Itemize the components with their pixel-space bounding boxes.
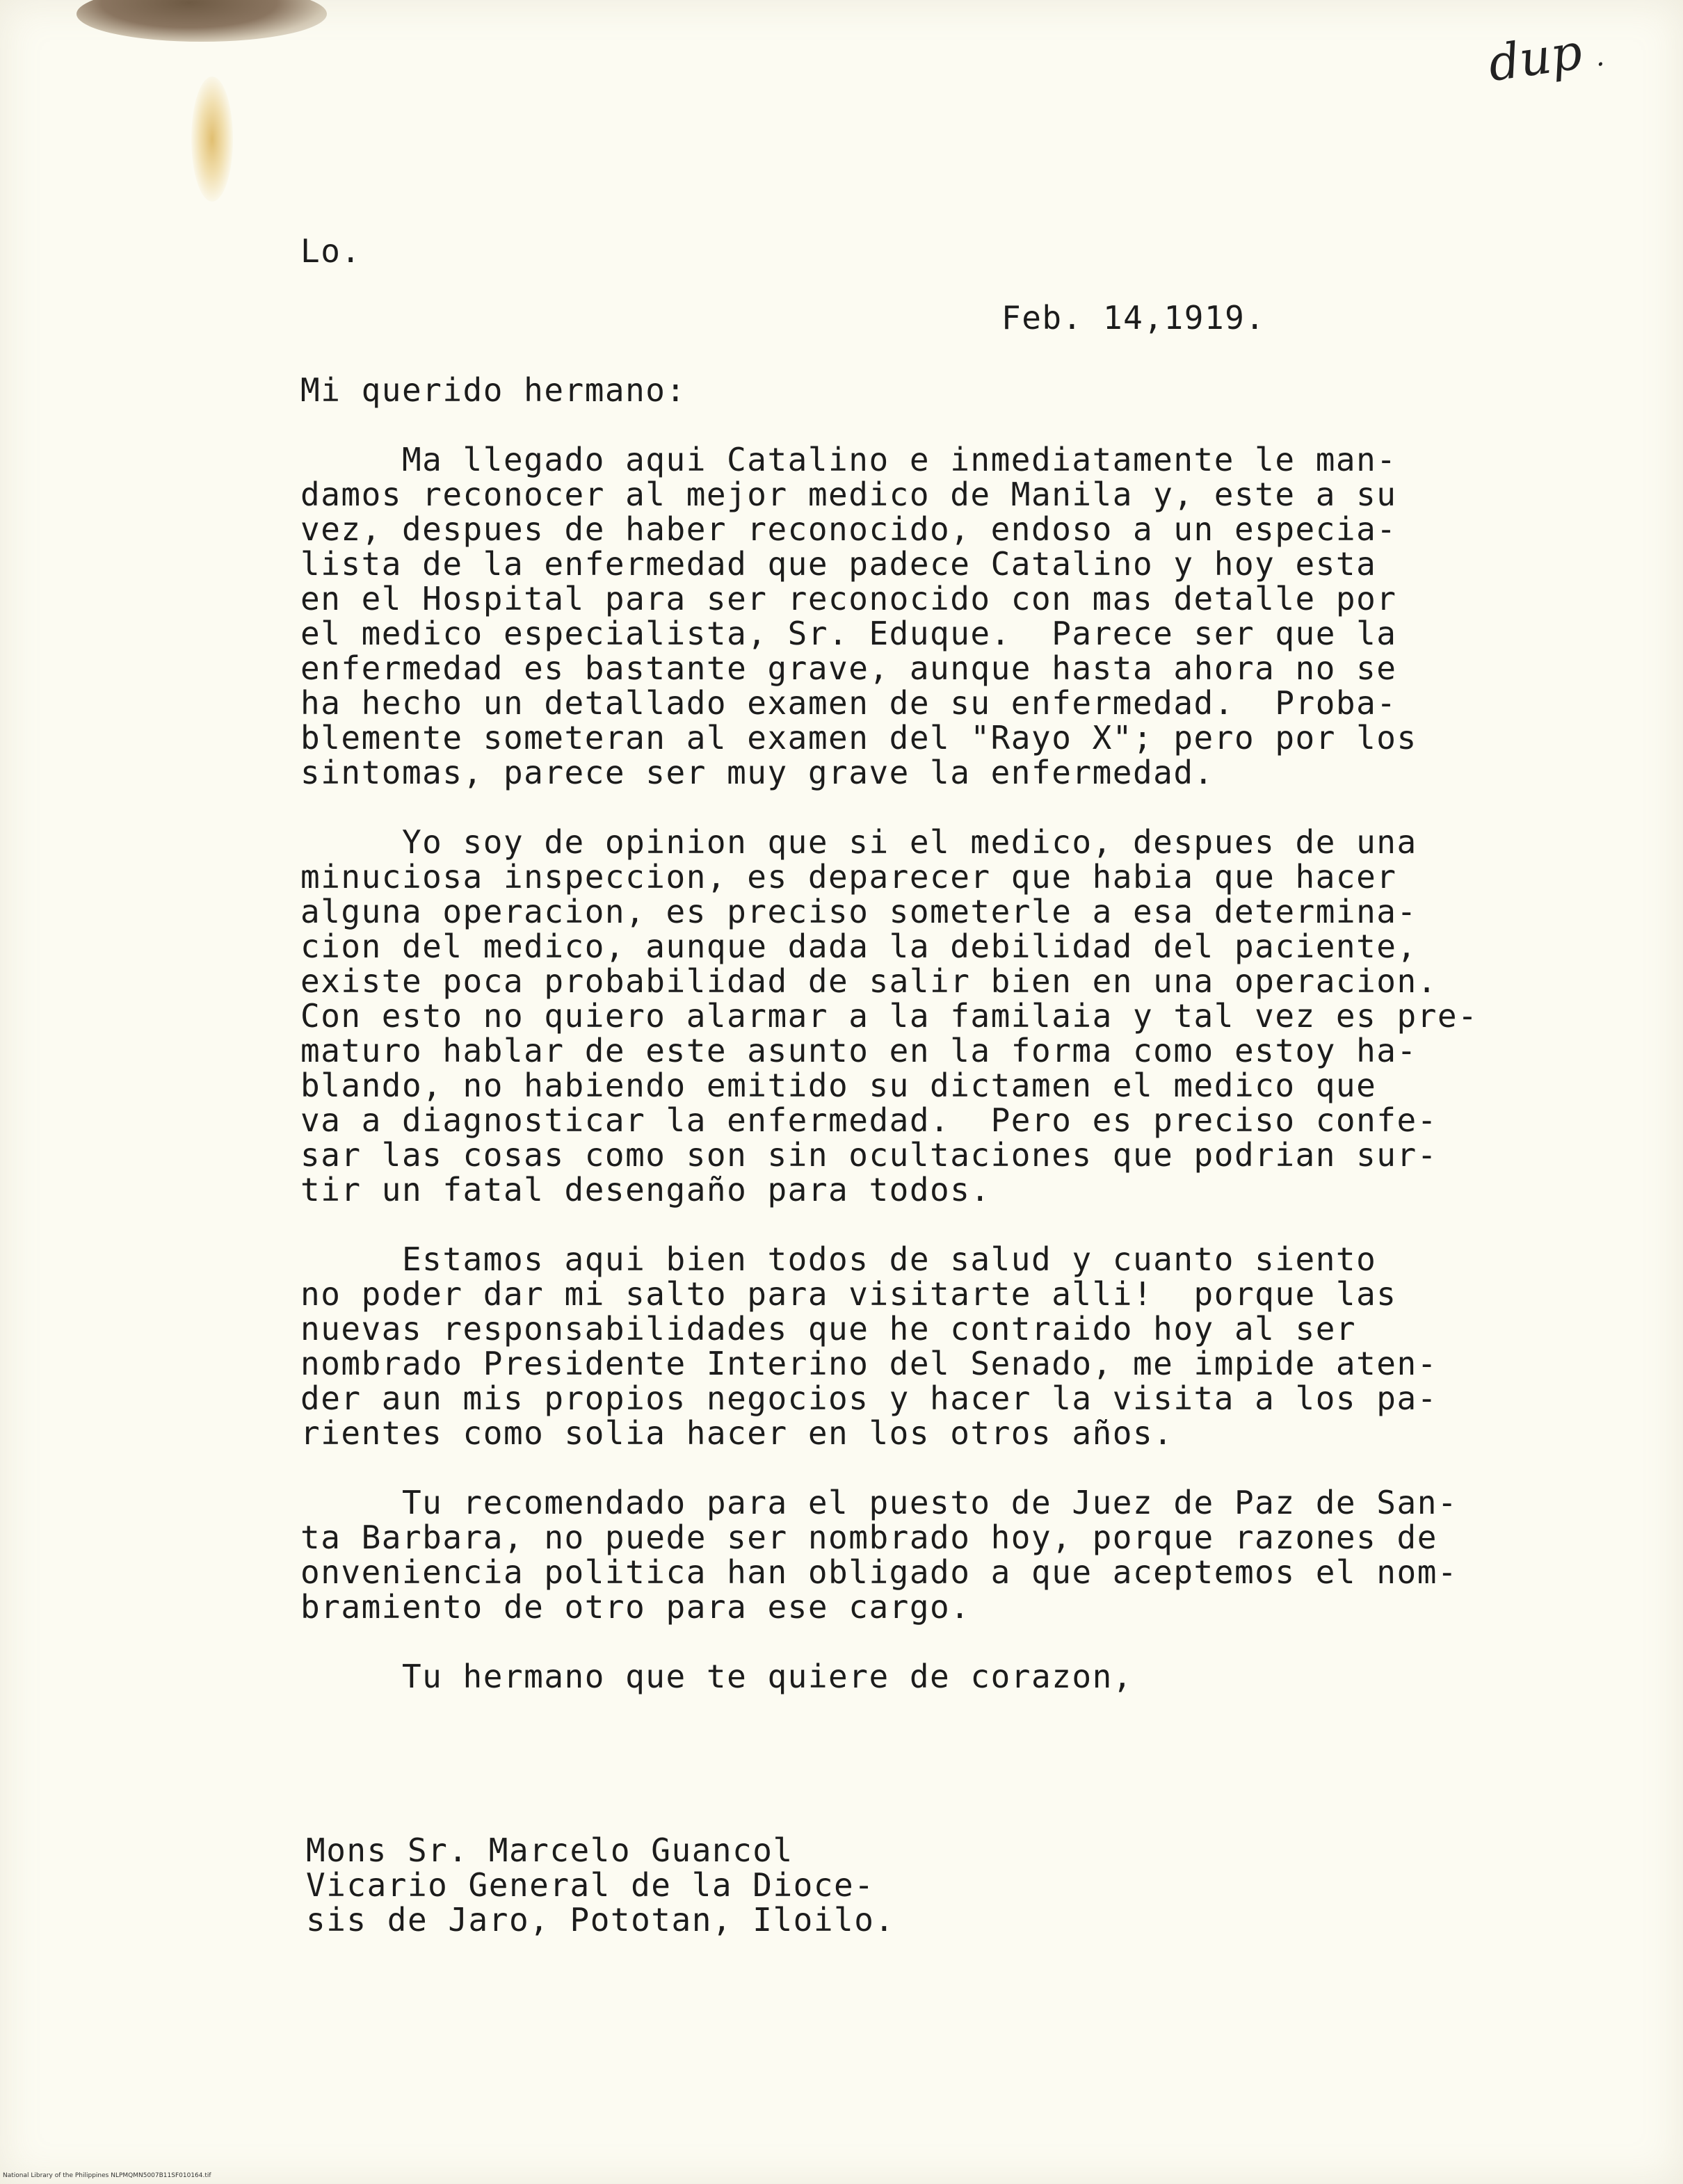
text-line: no poder dar mi salto para visitarte alli! porque las bbox=[300, 1275, 1397, 1313]
text-line: damos reconocer al mejor medico de Manila y, este a su bbox=[300, 476, 1397, 513]
annotation-mark: . bbox=[1593, 40, 1606, 73]
text-line: nuevas responsabilidades que he contraido hoy al ser bbox=[300, 1310, 1357, 1348]
text-line: tir un fatal desengaño para todos. bbox=[300, 1171, 991, 1208]
text-line: vez, despues de haber reconocido, endoso a un especia- bbox=[300, 510, 1397, 548]
text-line: cion del medico, aunque dada la debilidad del paciente, bbox=[300, 928, 1417, 965]
text-line: rientes como solia hacer en los otros años. bbox=[300, 1414, 1174, 1452]
text-line: sar las cosas como son sin ocultaciones que podrian sur- bbox=[300, 1136, 1438, 1174]
text-line: maturo hablar de este asunto en la forma como estoy ha- bbox=[300, 1032, 1417, 1069]
text-line: blando, no habiendo emitido su dictamen el medico que bbox=[300, 1067, 1377, 1104]
text-line: blemente someteran al examen del "Rayo X"; pero por los bbox=[300, 719, 1417, 757]
text-line: en el Hospital para ser reconocido con mas detalle por bbox=[300, 580, 1397, 617]
text-line: ta Barbara, no puede ser nombrado hoy, porque razones de bbox=[300, 1519, 1438, 1556]
letter-date: Feb. 14,1919. bbox=[1001, 299, 1266, 337]
salutation: Mi querido hermano: bbox=[300, 371, 686, 409]
text-line: existe poca probabilidad de salir bien en una operacion. bbox=[300, 962, 1438, 1000]
text-line: ha hecho un detallado examen de su enfermedad. Proba- bbox=[300, 684, 1397, 722]
text-line: onveniencia politica han obligado a que aceptemos el nom- bbox=[300, 1553, 1458, 1591]
text-line: Yo soy de opinion que si el medico, despues de una bbox=[300, 823, 1417, 861]
paper-stain-drip bbox=[191, 76, 233, 202]
text-line: lista de la enfermedad que padece Catalino y hoy esta bbox=[300, 545, 1377, 583]
text-line: bramiento de otro para ese cargo. bbox=[300, 1588, 971, 1626]
paragraph-4 bbox=[300, 1485, 1458, 1624]
text-line: enfermedad es bastante grave, aunque hasta ahora no se bbox=[300, 649, 1397, 687]
paragraph-2 bbox=[300, 825, 1478, 1207]
handwritten-annotation bbox=[1485, 20, 1606, 92]
reference-mark: Lo. bbox=[300, 232, 362, 270]
addressee-line: sis de Jaro, Pototan, Iloilo. bbox=[306, 1901, 895, 1939]
text-line: Tu recomendado para el puesto de Juez de Paz de San- bbox=[300, 1484, 1458, 1521]
archive-footer: National Library of the Philippines NLPMQMN5007B11SF010164.tif bbox=[3, 2172, 211, 2179]
addressee-line: Vicario General de la Dioce- bbox=[306, 1866, 875, 1904]
paragraph-1 bbox=[300, 442, 1417, 790]
paper-stain bbox=[76, 0, 327, 42]
text-line: minuciosa inspeccion, es deparecer que habia que hacer bbox=[300, 858, 1397, 896]
paragraph-3 bbox=[300, 1242, 1438, 1450]
addressee-line: Mons Sr. Marcelo Guancol bbox=[306, 1831, 794, 1869]
text-line: sintomas, parece ser muy grave la enfermedad. bbox=[300, 754, 1214, 791]
text-line: Estamos aqui bien todos de salud y cuanto siento bbox=[300, 1240, 1377, 1278]
text-line: el medico especialista, Sr. Eduque. Parece ser que la bbox=[300, 615, 1397, 652]
annotation-text: dup bbox=[1485, 23, 1586, 93]
text-line: Ma llegado aqui Catalino e inmediatamente le man- bbox=[300, 441, 1397, 478]
text-line: alguna operacion, es preciso someterle a esa determina- bbox=[300, 893, 1417, 930]
text-line: Con esto no quiero alarmar a la familaia y tal vez es pre- bbox=[300, 997, 1479, 1035]
text-line: der aun mis propios negocios y hacer la visita a los pa- bbox=[300, 1380, 1438, 1417]
closing-line: Tu hermano que te quiere de corazon, bbox=[300, 1658, 1133, 1695]
addressee-block bbox=[306, 1833, 895, 1937]
text-line: nombrado Presidente Interino del Senado, me impide aten- bbox=[300, 1345, 1438, 1382]
text-line: va a diagnosticar la enfermedad. Pero es preciso confe- bbox=[300, 1101, 1438, 1139]
